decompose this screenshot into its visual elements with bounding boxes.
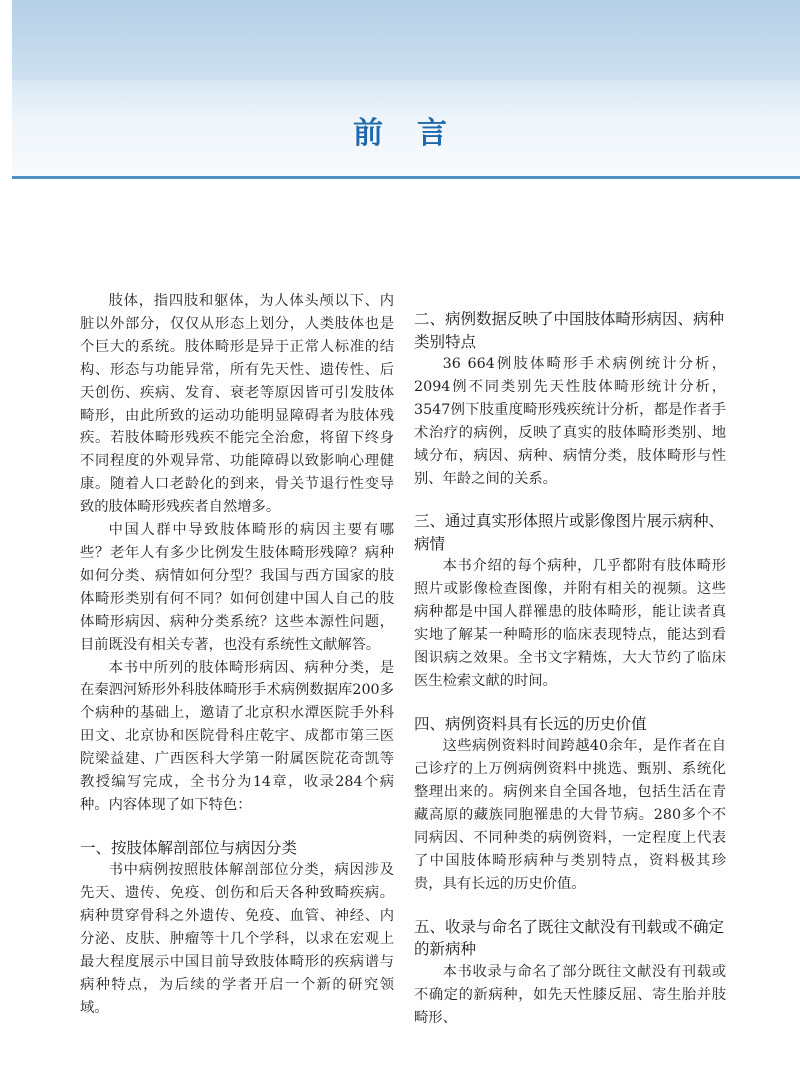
header-band: [12, 0, 800, 80]
page-title: 前言: [353, 116, 481, 151]
intro-paragraph-2: 中国人群中导致肢体畸形的病因主要有哪些？老年人有多少比例发生肢体畸形残障？病种如何分类、病情如何分型？我国与西方国家的肢体畸形类别有何不同？如何创建中国人自己的肢体畸形病因、病种分类系统？这些本源性问题，目前既没有相关专著，也没有系统性文献解答。: [80, 522, 394, 653]
section-3-heading: 三、通过真实形体照片或影像图片展示病种、病情: [414, 512, 725, 553]
right-column: [414, 290, 726, 1029]
section-2-heading: 二、病例数据反映了中国肢体畸形病因、病种类别特点: [414, 310, 725, 351]
section-4-body: 这些病例资料时间跨越40余年，是作者在自己诊疗的上万例病例资料中挑选、甄别、系统化整理出来的。病例来自全国各地，包括生活在青藏高原的藏族同胞罹患的大骨节病。280多个不同病因、不同种类的病例资料，一定程度上代表了中国肢体畸形病种与类别特点，资料极其珍贵，具有长远的历史价值。: [414, 738, 726, 892]
intro-paragraph-3: 本书中所列的肢体畸形病因、病种分类，是在秦泗河矫形外科肢体畸形手术病例数据库200多个病种的基础上，邀请了北京积水潭医院手外科田文、北京协和医院骨科庄乾宇、成都市第三医院梁益建、广西医科大学第一附属医院花奇凯等教授编写完成，全书分为14章，收录284个病种。内容体现了如下特色：: [80, 659, 394, 813]
left-column: [80, 290, 394, 1020]
section-1-heading: 一、按肢体解剖部位与病因分类: [80, 838, 298, 857]
section-1-body: 书中病例按照肢体解剖部位分类，病因涉及先天、遗传、免疫、创伤和后天各种致畸疾病。病种贯穿骨科之外遗传、免疫、血管、神经、内分泌、皮肤、肿瘤等十几个学科，以求在宏观上最大程度展示中国目前导致肢体畸形的疾病谱与病种特点，为后续的学者开启一个新的研究领域。: [80, 862, 394, 1016]
header-divider: [12, 176, 800, 179]
section-5-heading: 五、收录与命名了既往文献没有刊载或不确定的新病种: [414, 917, 725, 959]
section-2-body: 36 664例肢体畸形手术病例统计分析，2094例不同类别先天性肢体畸形统计分析，3547例下肢重度畸形残疾统计分析，都是作者手术治疗的病例，反映了真实的肢体畸形类别、地域分布，病因、病种、病情分类，肢体畸形与性别、年龄之间的关系。: [414, 356, 726, 487]
section-5-body: 本书收录与命名了部分既往文献没有刊载或不确定的新病种，如先天性膝反屈、寄生胎并肢畸形、: [414, 963, 726, 1026]
section-4-heading: 四、病例资料具有长远的历史价值: [414, 714, 647, 733]
section-3-body: 本书介绍的每个病种，几乎都附有肢体畸形照片或影像检查图像，并附有相关的视频。这些病种都是中国人群罹患的肢体畸形，能让读者真实地了解某一种畸形的临床表现特点，能达到看图识病之效果。全书文字精炼，大大节约了临床医生检索文献的时间。: [414, 558, 726, 689]
intro-paragraph-1: 肢体，指四肢和躯体，为人体头颅以下、内脏以外部分，仅仅从形态上划分，人类肢体也是个巨大的系统。肢体畸形是异于正常人标准的结构、形态与功能异常，所有先天性、遗传性、后天创伤、疾病、发育、衰老等原因皆可引发肢体畸形，由此所致的运动功能明显障碍者为肢体残疾。若肢体畸形残疾不能完全治愈，将留下终身不同程度的外观异常、功能障碍以致影响心理健康。随着人口老龄化的到来，骨关节退行性变导致的肢体畸形残疾者自然增多。: [80, 293, 394, 516]
